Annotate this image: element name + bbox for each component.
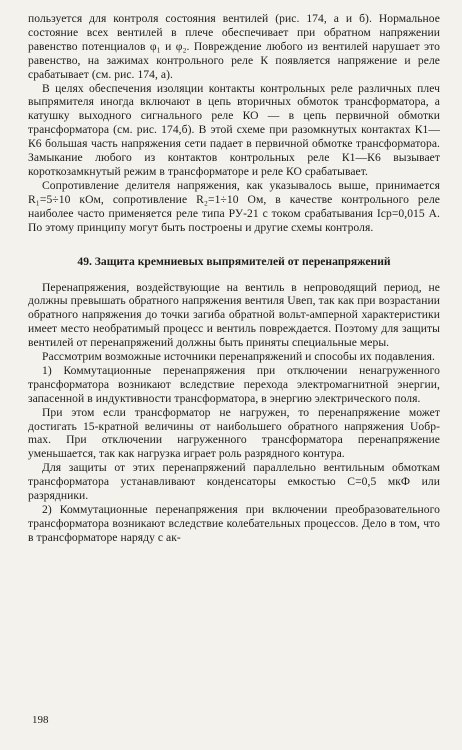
page-number: 198 (32, 714, 49, 726)
paragraph-capacitor-protection: Для защиты от этих перенапряжений параллельно вентильным обмоткам трансформатора устанавливают конденсаторы емкостью C=0,5 мкФ или разрядники. (28, 461, 440, 503)
paragraph-switching-off: 1) Коммутационные перенапряжения при отключении ненагруженного трансформатора возникают вследствие перехода электромагнитной энергии, запасенной в индуктивности трансформатора, в энергию электрического поля. (28, 363, 440, 405)
section-heading: 49. Защита кремниевых выпрямителей от перенапряжений (77, 254, 391, 268)
paragraph-sources: Рассмотрим возможные источники перенапряжений и способы их подавления. (42, 350, 435, 364)
paragraph-unloaded-transformer: При этом если трансформатор не нагружен, то перенапряжение может достигать 15-кратной величины от наибольшего обратного напряжения Uобр-max. При отключении нагруженного трансформатора перенапряжение уменьшается, так как нагрузка играет роль разрядного контура. (28, 405, 440, 461)
paragraph-divider-resistance: Сопротивление делителя напряжения, как указывалось выше, принимается R₁=5÷10 кОм, сопротивление R₂=1÷10 Ом, в качестве контрольного реле наиболее часто применяется реле типа РУ-21 с током срабатывания Iср=0,015 А. По этому принципу могут быть построены и другие схемы контроля. (28, 178, 440, 234)
paragraph-switching-on: 2) Коммутационные перенапряжения при включении преобразовательного трансформатора возникают вследствие колебательных процессов. Дело в том, что в трансформаторе наряду с ак- (28, 503, 440, 544)
document-page (28, 12, 440, 545)
paragraph-overvoltage-intro: Перенапряжения, воздействующие на вентиль в непроводящий период, не должны превышать обратного напряжения вентиля Uвеп, так как при возрастании обратного напряжения до точки загиба обратной вольт-амперной характеристики имеет место необратимый процесс и вентиль повреждается. Поэтому для защиты вентилей от перенапряжений должны быть приняты специальные меры. (28, 280, 440, 350)
paragraph-isolation: В целях обеспечения изоляции контакты контрольных реле различных плеч выпрямителя иногда включают в цепь вторичных обмоток трансформатора, а катушку выходного сигнального реле КО — в цепь первичной обмотки трансформатора (см. рис. 174,б). В этой схеме при разомкнутых контактах К1—К6 большая часть напряжения сети падает в первичной обмотке трансформатора. Замыкание любого из контактов контрольных реле К1—К6 вызывает короткозамкнутый режим в трансформаторе и реле КО срабатывает. (28, 81, 440, 178)
paragraph-relay-control: пользуется для контроля состояния вентилей (рис. 174, а и б). Нормальное состояние всех вентилей в плече обеспечивает при обратном напряжении равенство потенциалов φ₁ и φ₂. Повреждение любого из вентилей нарушает это равенство, на зажимах контрольного реле К появляется напряжение и реле срабатывает (см. рис. 174, а). (28, 12, 440, 81)
